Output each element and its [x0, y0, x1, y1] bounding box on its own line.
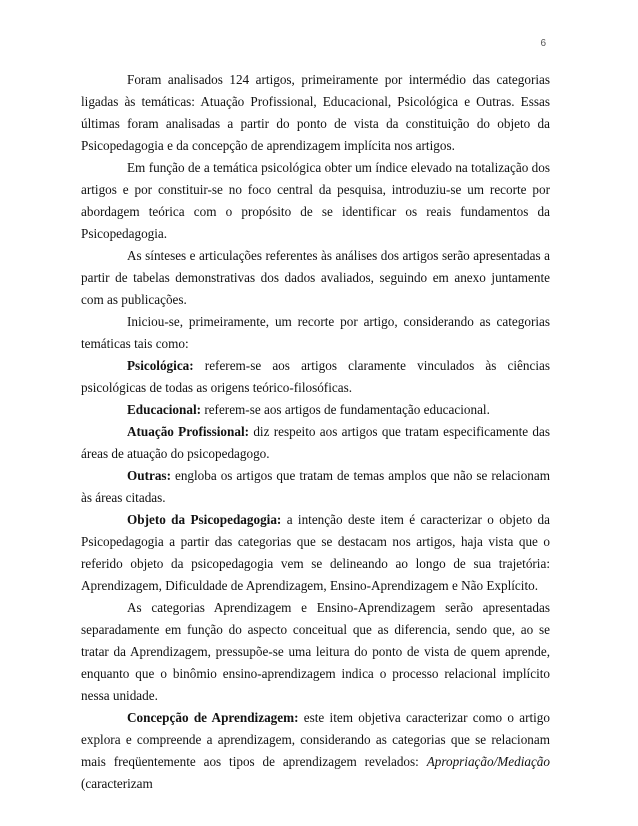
definition-text: diz respeito aos artigos que tratam especificamente das áreas de atuação do psicopedagogo. — [81, 424, 550, 461]
definition-psicologica — [81, 355, 550, 399]
paragraph-text: Iniciou-se, primeiramente, um recorte por artigo, considerando as categorias temáticas tais como: — [81, 314, 550, 351]
definition-term: Atuação Profissional: — [127, 424, 250, 439]
definition-term: Educacional: — [127, 402, 202, 417]
definition-objeto-psicopedagogia — [81, 509, 550, 597]
definition-term: Objeto da Psicopedagogia: — [127, 512, 282, 527]
definition-text: este item objetiva caracterizar como o artigo explora e compreende a aprendizagem, considerando as categorias que se relacionam mais freqüentemente aos tipos de aprendizagem revelados: — [81, 710, 550, 769]
definition-text: referem-se aos artigos claramente vinculados às ciências psicológicas de todas as origens teórico-filosóficas. — [81, 358, 550, 395]
definition-text: referem-se aos artigos de fundamentação educacional. — [201, 402, 490, 417]
paragraph — [81, 311, 550, 355]
definition-atuacao-profissional — [81, 421, 550, 465]
paragraph — [81, 157, 550, 245]
definition-educacional — [81, 399, 550, 421]
definition-text: engloba os artigos que tratam de temas amplos que não se relacionam às áreas citadas. — [81, 468, 550, 505]
paragraph — [81, 597, 550, 707]
definition-outras — [81, 465, 550, 509]
body-text — [81, 69, 550, 795]
definition-concepcao-aprendizagem — [81, 707, 550, 795]
definition-text: a intenção deste item é caracterizar o objeto da Psicopedagogia a partir das categorias que se destacam nos artigos, haja vista que o referido objeto da psicopedagogia vem se delineando ao longo de sua trajetória: Aprendizagem, Dificuldade de Aprendizagem, Ensino-Aprendizagem e Não Explícito. — [81, 512, 550, 593]
paragraph-text: Foram analisados 124 artigos, primeiramente por intermédio das categorias ligadas às temáticas: Atuação Profissional, Educacional, Psicológica e Outras. Essas últimas foram analisadas a partir do ponto de vista da constituição do objeto da Psicopedagogia e da concepção de aprendizagem implícita nos artigos. — [81, 72, 550, 153]
definition-term: Concepção de Aprendizagem: — [127, 710, 299, 725]
paragraph — [81, 245, 550, 311]
paragraph — [81, 69, 550, 157]
page-number: 6 — [540, 38, 546, 49]
paragraph-text: Em função de a temática psicológica obter um índice elevado na totalização dos artigos e por constituir-se no foco central da pesquisa, introduziu-se um recorte por abordagem teórica com o propósito de se identificar os reais fundamentos da Psicopedagogia. — [81, 160, 550, 241]
italic-term: Apropriação/Mediação — [426, 754, 550, 769]
paragraph-text: As sínteses e articulações referentes às análises dos artigos serão apresentadas a partir de tabelas demonstrativas dos dados avaliados, seguindo em anexo juntamente com as publicações. — [81, 248, 550, 307]
definition-term: Outras: — [127, 468, 171, 483]
paragraph-text: As categorias Aprendizagem e Ensino-Aprendizagem serão apresentadas separadamente em função do aspecto conceitual que as diferencia, sendo que, ao se tratar da Aprendizagem, pressupõe-se uma leitura do ponto de vista de quem aprende, enquanto que o binômio ensino-aprendizagem indica o processo relacional implícito nessa unidade. — [81, 600, 550, 703]
definition-term: Psicológica: — [127, 358, 194, 373]
definition-tail: (caracterizam — [81, 776, 153, 791]
